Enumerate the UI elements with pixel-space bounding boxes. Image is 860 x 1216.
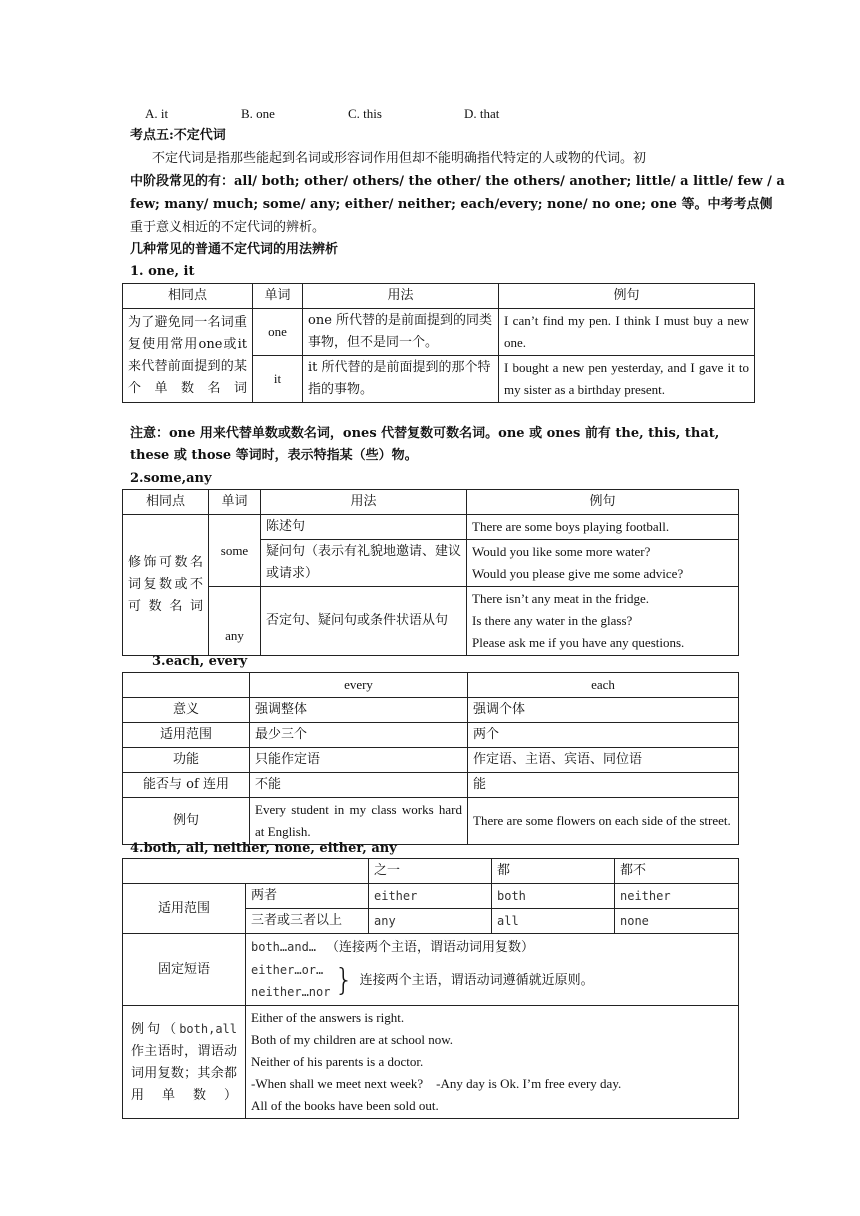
intro-line-4: 重于意义相近的不定代词的辨析。 — [130, 220, 326, 235]
phrase-either-note: 连接两个主语，谓语动词遵循就近原则。 — [359, 973, 594, 988]
word-it: it — [253, 356, 303, 403]
every-cell: 强调整体 — [250, 698, 468, 723]
example-line: Is there any water in the glass? — [472, 613, 633, 628]
every-cell: 最少三个 — [250, 723, 468, 748]
every-cell: 只能作定语 — [250, 748, 468, 773]
note-line-1: 注意：one 用来代替单数或数名词，ones 代替复数可数名词。one 或 ones 前有 the, this, that, — [130, 426, 720, 441]
header-common: 相同点 — [123, 490, 209, 515]
table4-title: 4.both, all, neither, none, either, any — [130, 841, 397, 856]
example-line: Please ask me if you have any questions. — [472, 635, 685, 650]
table-both-all — [122, 858, 739, 1119]
header-usage: 用法 — [303, 284, 499, 309]
table-one-it — [122, 283, 755, 403]
phrase-cell — [246, 934, 739, 1006]
header-blank — [123, 859, 369, 884]
word-one: one — [253, 309, 303, 356]
analysis-title: 几种常见的普通不定代词的用法辨析 — [130, 242, 339, 257]
header-example: 例句 — [467, 490, 739, 515]
header-word: 单词 — [253, 284, 303, 309]
example-label-words: both,all — [179, 1021, 237, 1036]
scope-three: 三者或三者以上 — [246, 909, 369, 934]
header-each: each — [468, 673, 739, 698]
table2-title: 2.some,any — [130, 471, 212, 486]
example-line: Would you please give me some advice? — [472, 566, 684, 581]
intro-line-1: 不定代词是指那些能起到名词或形容词作用但却不能明确指代特定的人或物的代词。初 — [152, 151, 647, 166]
row-label: 意义 — [123, 698, 250, 723]
option-a: A. it — [145, 106, 169, 121]
header-one-of: 之一 — [369, 859, 492, 884]
word-both: both — [492, 884, 615, 909]
example-one: I can’t find my pen. I think I must buy a new one. — [499, 309, 755, 356]
common-point: 修饰可数名词复数或不可数名词 — [123, 515, 209, 656]
word-either: either — [369, 884, 492, 909]
example-line: All of the books have been sold out. — [251, 1098, 439, 1113]
each-cell: 能 — [468, 773, 739, 798]
usage-one: one 所代替的是前面提到的同类事物，但不是同一个。 — [303, 309, 499, 356]
example-line: -When shall we meet next week? -Any day is Ok. I’m free every day. — [251, 1076, 622, 1091]
row-label: 能否与 of 连用 — [123, 773, 250, 798]
example-it: I bought a new pen yesterday, and I gave it to my sister as a birthday present. — [499, 356, 755, 403]
option-d: D. that — [464, 106, 500, 121]
option-c: C. this — [348, 106, 382, 121]
header-common: 相同点 — [123, 284, 253, 309]
phrase-both-and: both…and… — [251, 940, 317, 954]
scope-label: 适用范围 — [123, 884, 246, 934]
row-label: 例句 — [123, 798, 250, 845]
option-b: B. one — [241, 106, 275, 121]
table-some-any — [122, 489, 739, 656]
word-none: none — [615, 909, 739, 934]
example-line: Either of the answers is right. — [251, 1010, 405, 1025]
header-all: 都 — [492, 859, 615, 884]
row-label: 适用范围 — [123, 723, 250, 748]
example-label-b: 作主语时，谓语动词用复数；其余都用单数） — [131, 1043, 237, 1103]
header-every: every — [250, 673, 468, 698]
phrase-either-or: either…or… — [251, 963, 324, 977]
header-blank — [123, 673, 250, 698]
table-each-every — [122, 672, 739, 845]
each-cell: 两个 — [468, 723, 739, 748]
every-example: Every student in my class works hard at English. — [250, 798, 468, 845]
note-line-2: these 或 those 等词时，表示特指某（些）物。 — [130, 448, 418, 463]
each-example: There are some flowers on each side of the street. — [468, 798, 739, 845]
word-any: any — [369, 909, 492, 934]
phrase-label: 固定短语 — [123, 934, 246, 1006]
table1-title: 1. one, it — [130, 264, 195, 279]
usage-some-statement: 陈述句 — [261, 515, 467, 540]
word-any: any — [209, 587, 261, 656]
table3-title: 3.each, every — [152, 654, 248, 669]
example-line: Would you like some more water? — [472, 544, 651, 559]
row-label: 功能 — [123, 748, 250, 773]
example-label — [123, 1006, 246, 1119]
brace-icon: } — [334, 963, 354, 998]
phrase-both-note: （连接两个主语，谓语动词用复数） — [326, 940, 535, 955]
phrase-neither-nor: neither…nor — [251, 985, 331, 999]
example-line: There isn’t any meat in the fridge. — [472, 591, 650, 606]
word-all: all — [492, 909, 615, 934]
word-some: some — [209, 515, 261, 587]
each-cell: 强调个体 — [468, 698, 739, 723]
usage-it: it 所代替的是前面提到的那个特指的事物。 — [303, 356, 499, 403]
header-usage: 用法 — [261, 490, 467, 515]
every-cell: 不能 — [250, 773, 468, 798]
example-some-question — [467, 540, 739, 587]
common-point: 为了避免同一名词重复使用常用one或it来代替前面提到的某个单数名词 — [123, 309, 253, 403]
scope-two: 两者 — [246, 884, 369, 909]
example-label-a: 例句（ — [131, 1021, 180, 1037]
each-cell: 作定语、主语、宾语、同位语 — [468, 748, 739, 773]
intro-line-3: few; many/ much; some/ any; either/ neither; each/every; none/ no one; one 等。中考考点侧 — [130, 197, 773, 212]
header-none: 都不 — [615, 859, 739, 884]
example-cell — [246, 1006, 739, 1119]
example-line: Both of my children are at school now. — [251, 1032, 454, 1047]
header-example: 例句 — [499, 284, 755, 309]
usage-any: 否定句、疑问句或条件状语从句 — [261, 587, 467, 656]
example-line: Neither of his parents is a doctor. — [251, 1054, 424, 1069]
usage-some-question: 疑问句（表示有礼貌地邀请、建议或请求） — [261, 540, 467, 587]
word-neither: neither — [615, 884, 739, 909]
intro-line-2: 中阶段常见的有：all/ both; other/ others/ the other/ the others/ another; little/ a little/ few / a — [130, 174, 785, 189]
example-any — [467, 587, 739, 656]
header-word: 单词 — [209, 490, 261, 515]
example-some-statement: There are some boys playing football. — [467, 515, 739, 540]
section-title: 考点五:不定代词 — [130, 128, 226, 143]
